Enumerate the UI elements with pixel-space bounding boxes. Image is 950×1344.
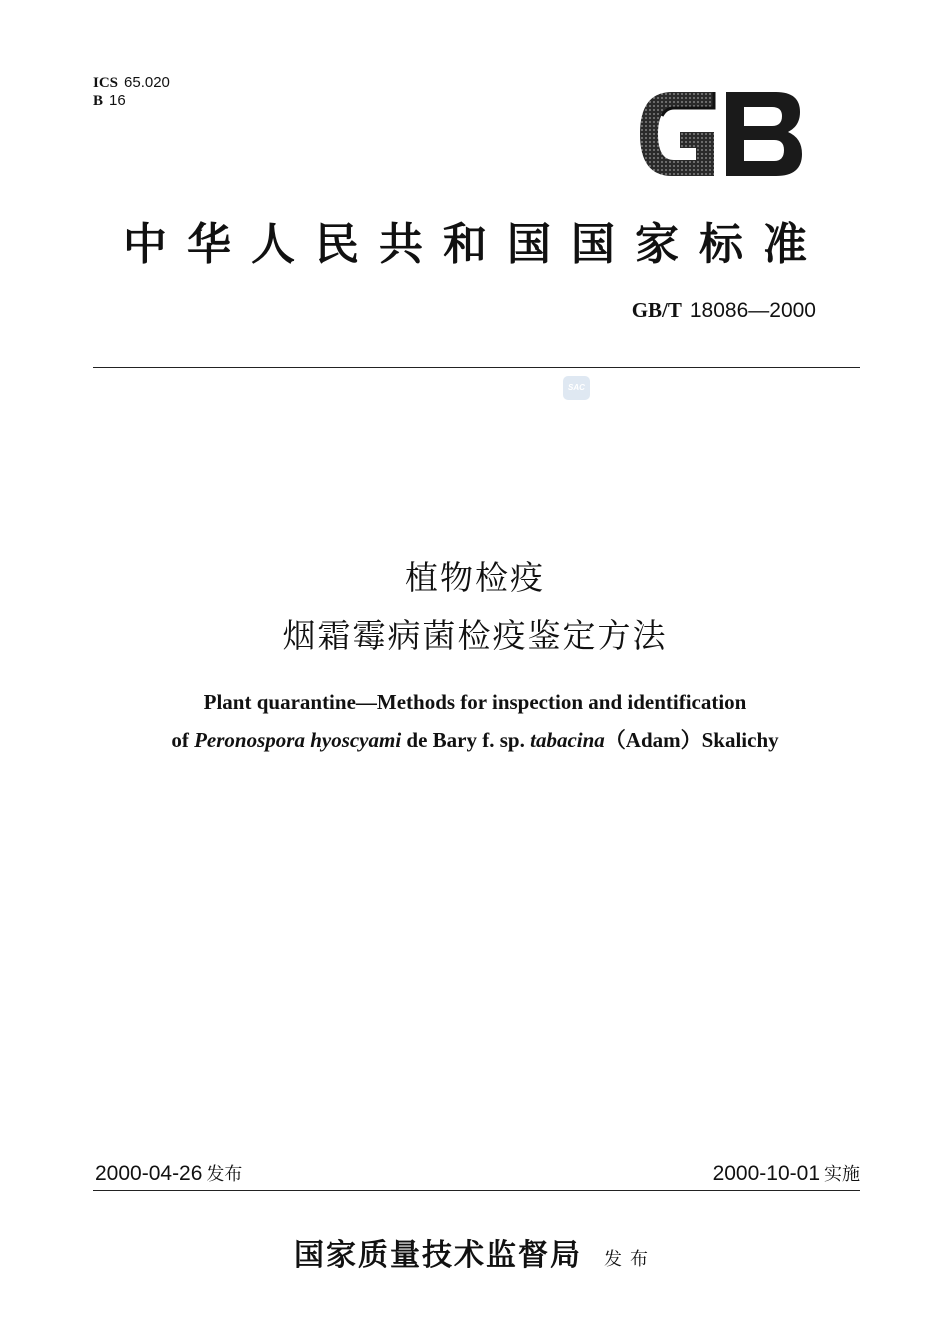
header-divider: [93, 367, 860, 368]
classification-codes: [93, 74, 170, 110]
ics-code: ICS 65.020: [93, 74, 170, 91]
title-en-line1: Plant quarantine—Methods for inspection and identification: [203, 690, 747, 714]
title-en-line2: of Peronospora hyoscyami de Bary f. sp. tabacina（Adam）Skalichy: [171, 728, 779, 752]
gb-logo: [636, 88, 806, 180]
title-cn-line2: 烟霜霉病菌检疫鉴定方法: [282, 616, 668, 655]
issuer: 国家质量技术监督局 发布: [294, 1238, 656, 1273]
standard-number: GB/T 18086—2000: [631, 298, 816, 322]
gb-standard-logo-icon: [636, 88, 806, 180]
footer-divider: [93, 1190, 860, 1191]
national-standard-title: 中华人民共和国国家标准: [123, 219, 827, 270]
effective-date: 2000-10-01 实施: [712, 1162, 860, 1185]
ccs-code: B 16: [93, 92, 126, 109]
sac-watermark: SAC: [563, 376, 590, 400]
title-cn-line1: 植物检疫: [405, 558, 545, 597]
issue-date: 2000-04-26 发布: [95, 1162, 243, 1185]
